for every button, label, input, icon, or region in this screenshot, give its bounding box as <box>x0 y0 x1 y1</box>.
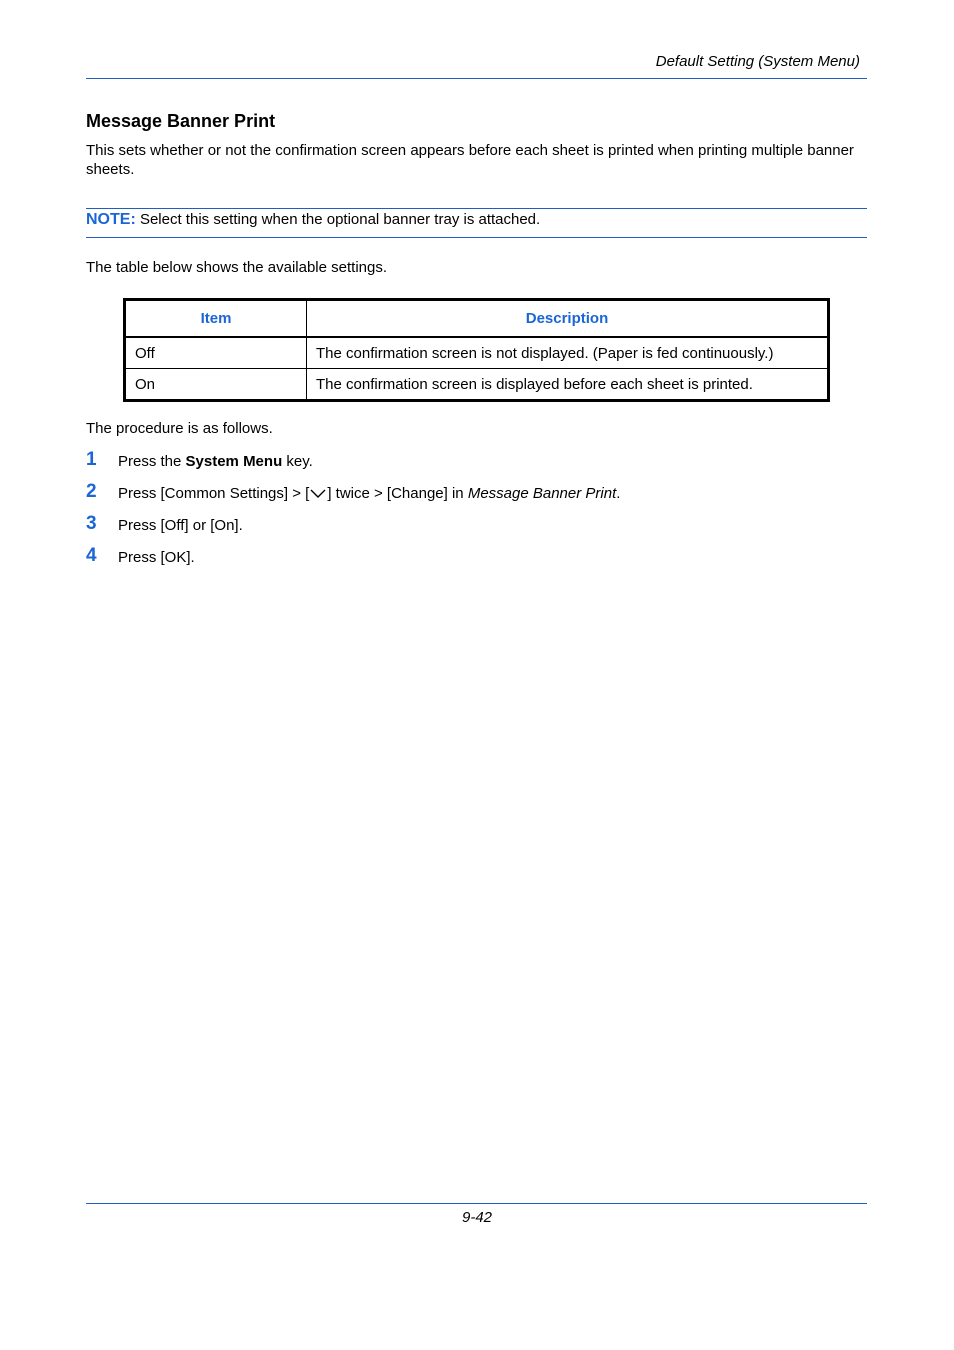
note-bottom-rule <box>86 237 867 238</box>
table-cell-description: The confirmation screen is displayed before each sheet is printed. <box>307 369 829 401</box>
down-chevron-icon <box>309 486 327 500</box>
column-header-item: Item <box>125 300 307 338</box>
table-cell-description: The confirmation screen is not displayed. (Paper is fed continuously.) <box>307 337 829 369</box>
table-row <box>125 369 829 401</box>
step-text-part: Press the <box>118 453 186 470</box>
footer-rule <box>86 1203 867 1204</box>
step-text: Press [OK]. <box>118 549 195 566</box>
step-setting-name: Message Banner Print <box>467 485 617 502</box>
step-text: Press [Off] or [On]. <box>118 517 243 534</box>
table-header-row <box>125 300 829 338</box>
table-cell-item: On <box>125 369 307 401</box>
section-intro: This sets whether or not the confirmation screen appears before each sheet is printed when printing multiple banner sheets. <box>86 142 854 178</box>
running-header: Default Setting (System Menu) <box>655 53 860 70</box>
note-text: Select this setting when the optional banner tray is attached. <box>135 211 541 228</box>
table-cell-item: Off <box>125 337 307 369</box>
step-text-part: Press [Common Settings] > [ <box>118 485 310 502</box>
step-text <box>118 485 620 502</box>
table-intro: The table below shows the available settings. <box>86 259 388 276</box>
column-header-description: Description <box>307 300 829 338</box>
header-rule <box>86 78 867 79</box>
step-text <box>118 453 313 470</box>
step-text-part: . <box>616 485 621 502</box>
step-number: 2 <box>86 481 97 502</box>
settings-table <box>123 298 830 402</box>
step-number: 3 <box>86 513 97 534</box>
procedure-intro: The procedure is as follows. <box>86 420 273 437</box>
step-number: 1 <box>86 449 97 470</box>
step-text-part: ] twice > [Change] in <box>327 485 468 502</box>
note-label: NOTE: <box>86 211 136 228</box>
table-row <box>125 337 829 369</box>
note-box <box>86 211 540 229</box>
step-text-part: key. <box>282 453 313 470</box>
section-heading: Message Banner Print <box>86 111 276 131</box>
page-number: 9-42 <box>461 1209 493 1226</box>
step-number: 4 <box>86 545 97 566</box>
step-key-name: System Menu <box>185 453 283 470</box>
note-top-rule <box>86 208 867 209</box>
